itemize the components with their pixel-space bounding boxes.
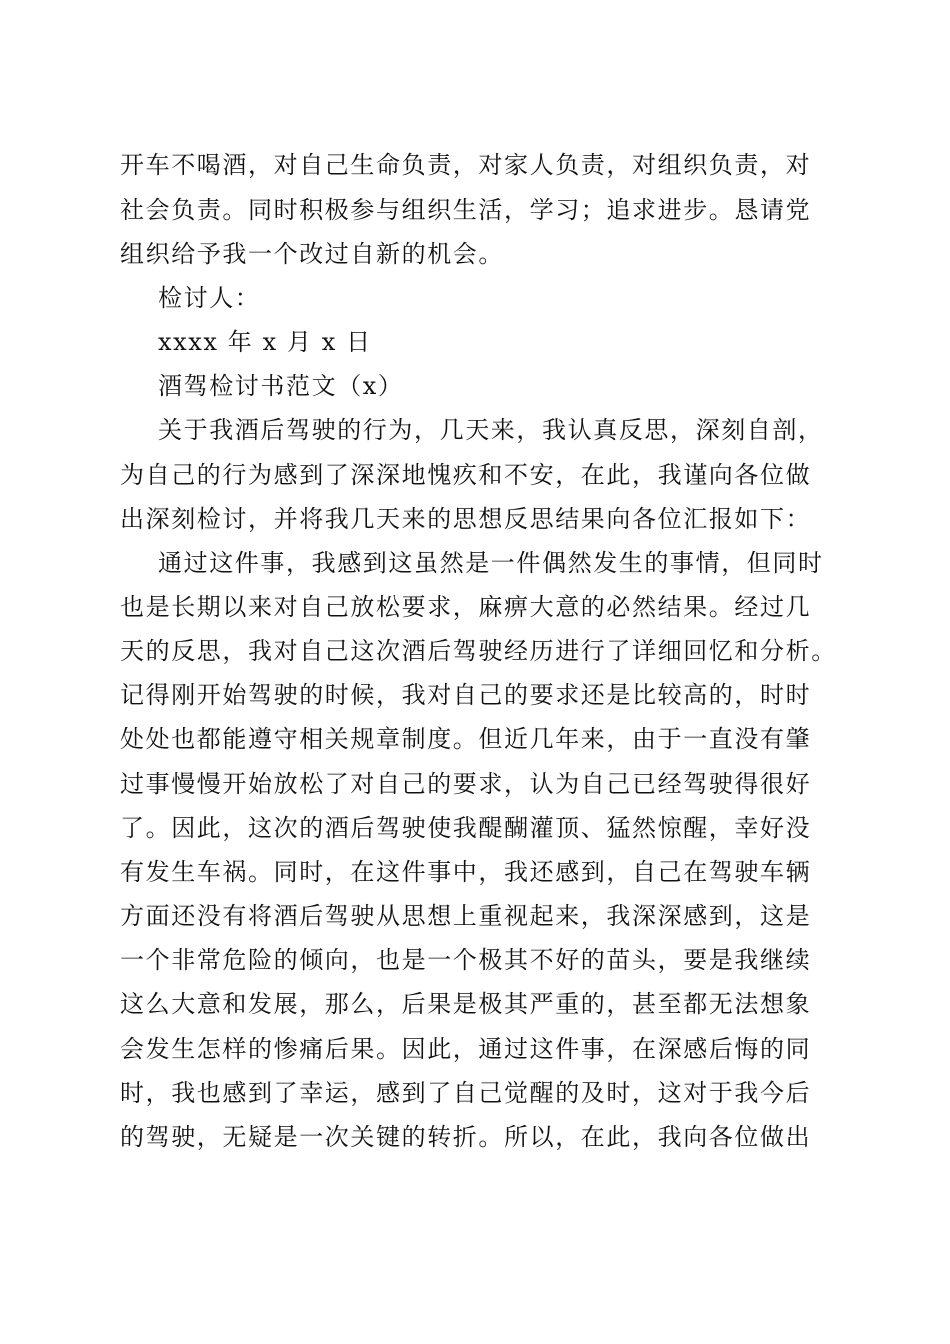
text-line: 通过这件事，我感到这虽然是一件偶然发生的事情，但同时: [158, 549, 824, 577]
text-line: 方面还没有将酒后驾驶从思想上重视起来，我深深感到，这是: [120, 902, 812, 930]
text-line: 处处也都能遵守相关规章制度。但近几年来，由于一直没有肇: [120, 725, 812, 753]
text-line: 为自己的行为感到了深深地愧疚和不安，在此，我谨向各位做: [120, 461, 812, 489]
date-line: xxxx 年 x 月 x 日: [158, 328, 372, 356]
text-line: 会发生怎样的惨痛后果。因此，通过这件事，在深感后悔的同: [120, 1035, 812, 1063]
text-line: 记得刚开始驾驶的时候，我对自己的要求还是比较高的，时时: [120, 681, 812, 709]
text-line: 组织给予我一个改过自新的机会。: [120, 240, 504, 268]
text-line: 社会负责。同时积极参与组织生活，学习；追求进步。恳请党: [120, 196, 812, 224]
text-line: 过事慢慢开始放松了对自己的要求，认为自己已经驾驶得很好: [120, 770, 812, 798]
text-line: 一个非常危险的倾向，也是一个极其不好的苗头，要是我继续: [120, 946, 812, 974]
section-title: 酒驾检讨书范文（x）: [158, 372, 404, 400]
text-line: 的驾驶，无疑是一次关键的转折。所以，在此，我向各位做出: [120, 1123, 812, 1151]
text-line: 时，我也感到了幸运，感到了自己觉醒的及时，这对于我今后: [120, 1079, 812, 1107]
text-line: 关于我酒后驾驶的行为，几天来，我认真反思，深刻自剖，: [158, 416, 824, 444]
signer-label: 检讨人：: [158, 284, 261, 312]
text-line: 开车不喝酒，对自己生命负责，对家人负责，对组织负责，对: [120, 151, 812, 179]
text-line: 天的反思，我对自己这次酒后驾驶经历进行了详细回忆和分析。: [120, 637, 837, 665]
text-line: 这么大意和发展，那么，后果是极其严重的，甚至都无法想象: [120, 990, 812, 1018]
text-line: 出深刻检讨，并将我几天来的思想反思结果向各位汇报如下：: [120, 505, 812, 533]
text-line: 有发生车祸。同时，在这件事中，我还感到，自己在驾驶车辆: [120, 858, 812, 886]
text-line: 也是长期以来对自己放松要求，麻痹大意的必然结果。经过几: [120, 593, 812, 621]
text-line: 了。因此，这次的酒后驾驶使我醍醐灌顶、猛然惊醒，幸好没: [120, 814, 812, 842]
